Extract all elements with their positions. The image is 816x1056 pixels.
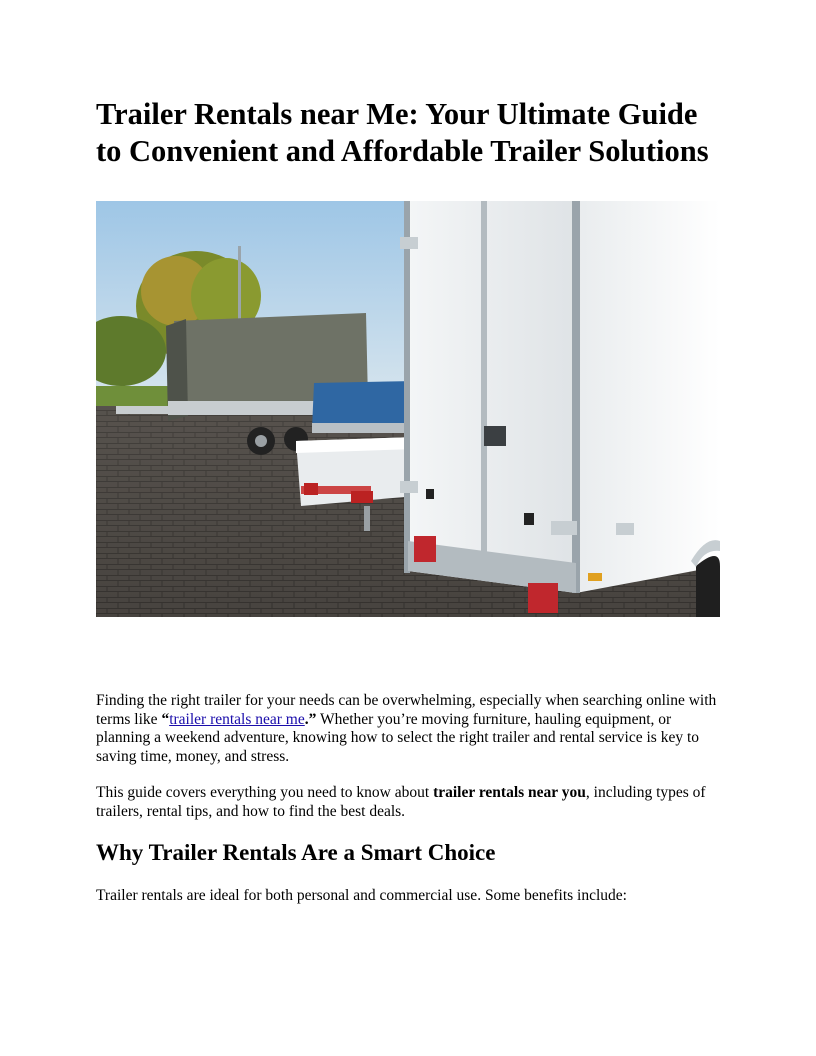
trailer-rentals-link[interactable]: trailer rentals near me [169,710,305,728]
article-title: Trailer Rentals near Me: Your Ultimate Guide to Convenient and Affordable Trailer Solutions [96,97,709,168]
bold-phrase: trailer rentals near you [433,784,586,801]
intro-paragraph: Finding the right trailer for your needs can be overwhelming, especially when searching online with terms like “trailer rentals near me.” Whether you’re moving furniture, hauling equipment, or planning a weekend adventure, knowing how to select the right trailer and rental service is key to saving time, money, and stress. [96,692,717,765]
section-heading: Why Trailer Rentals Are a Smart Choice [96,840,496,865]
guide-paragraph: This guide covers everything you need to know about trailer rentals near you, including types of trailers, rental tips, and how to find the best deals. [96,784,706,820]
section-paragraph: Trailer rentals are ideal for both personal and commercial use. Some benefits include: [96,887,627,904]
trailer-photo [96,201,720,617]
document-page [96,96,720,924]
